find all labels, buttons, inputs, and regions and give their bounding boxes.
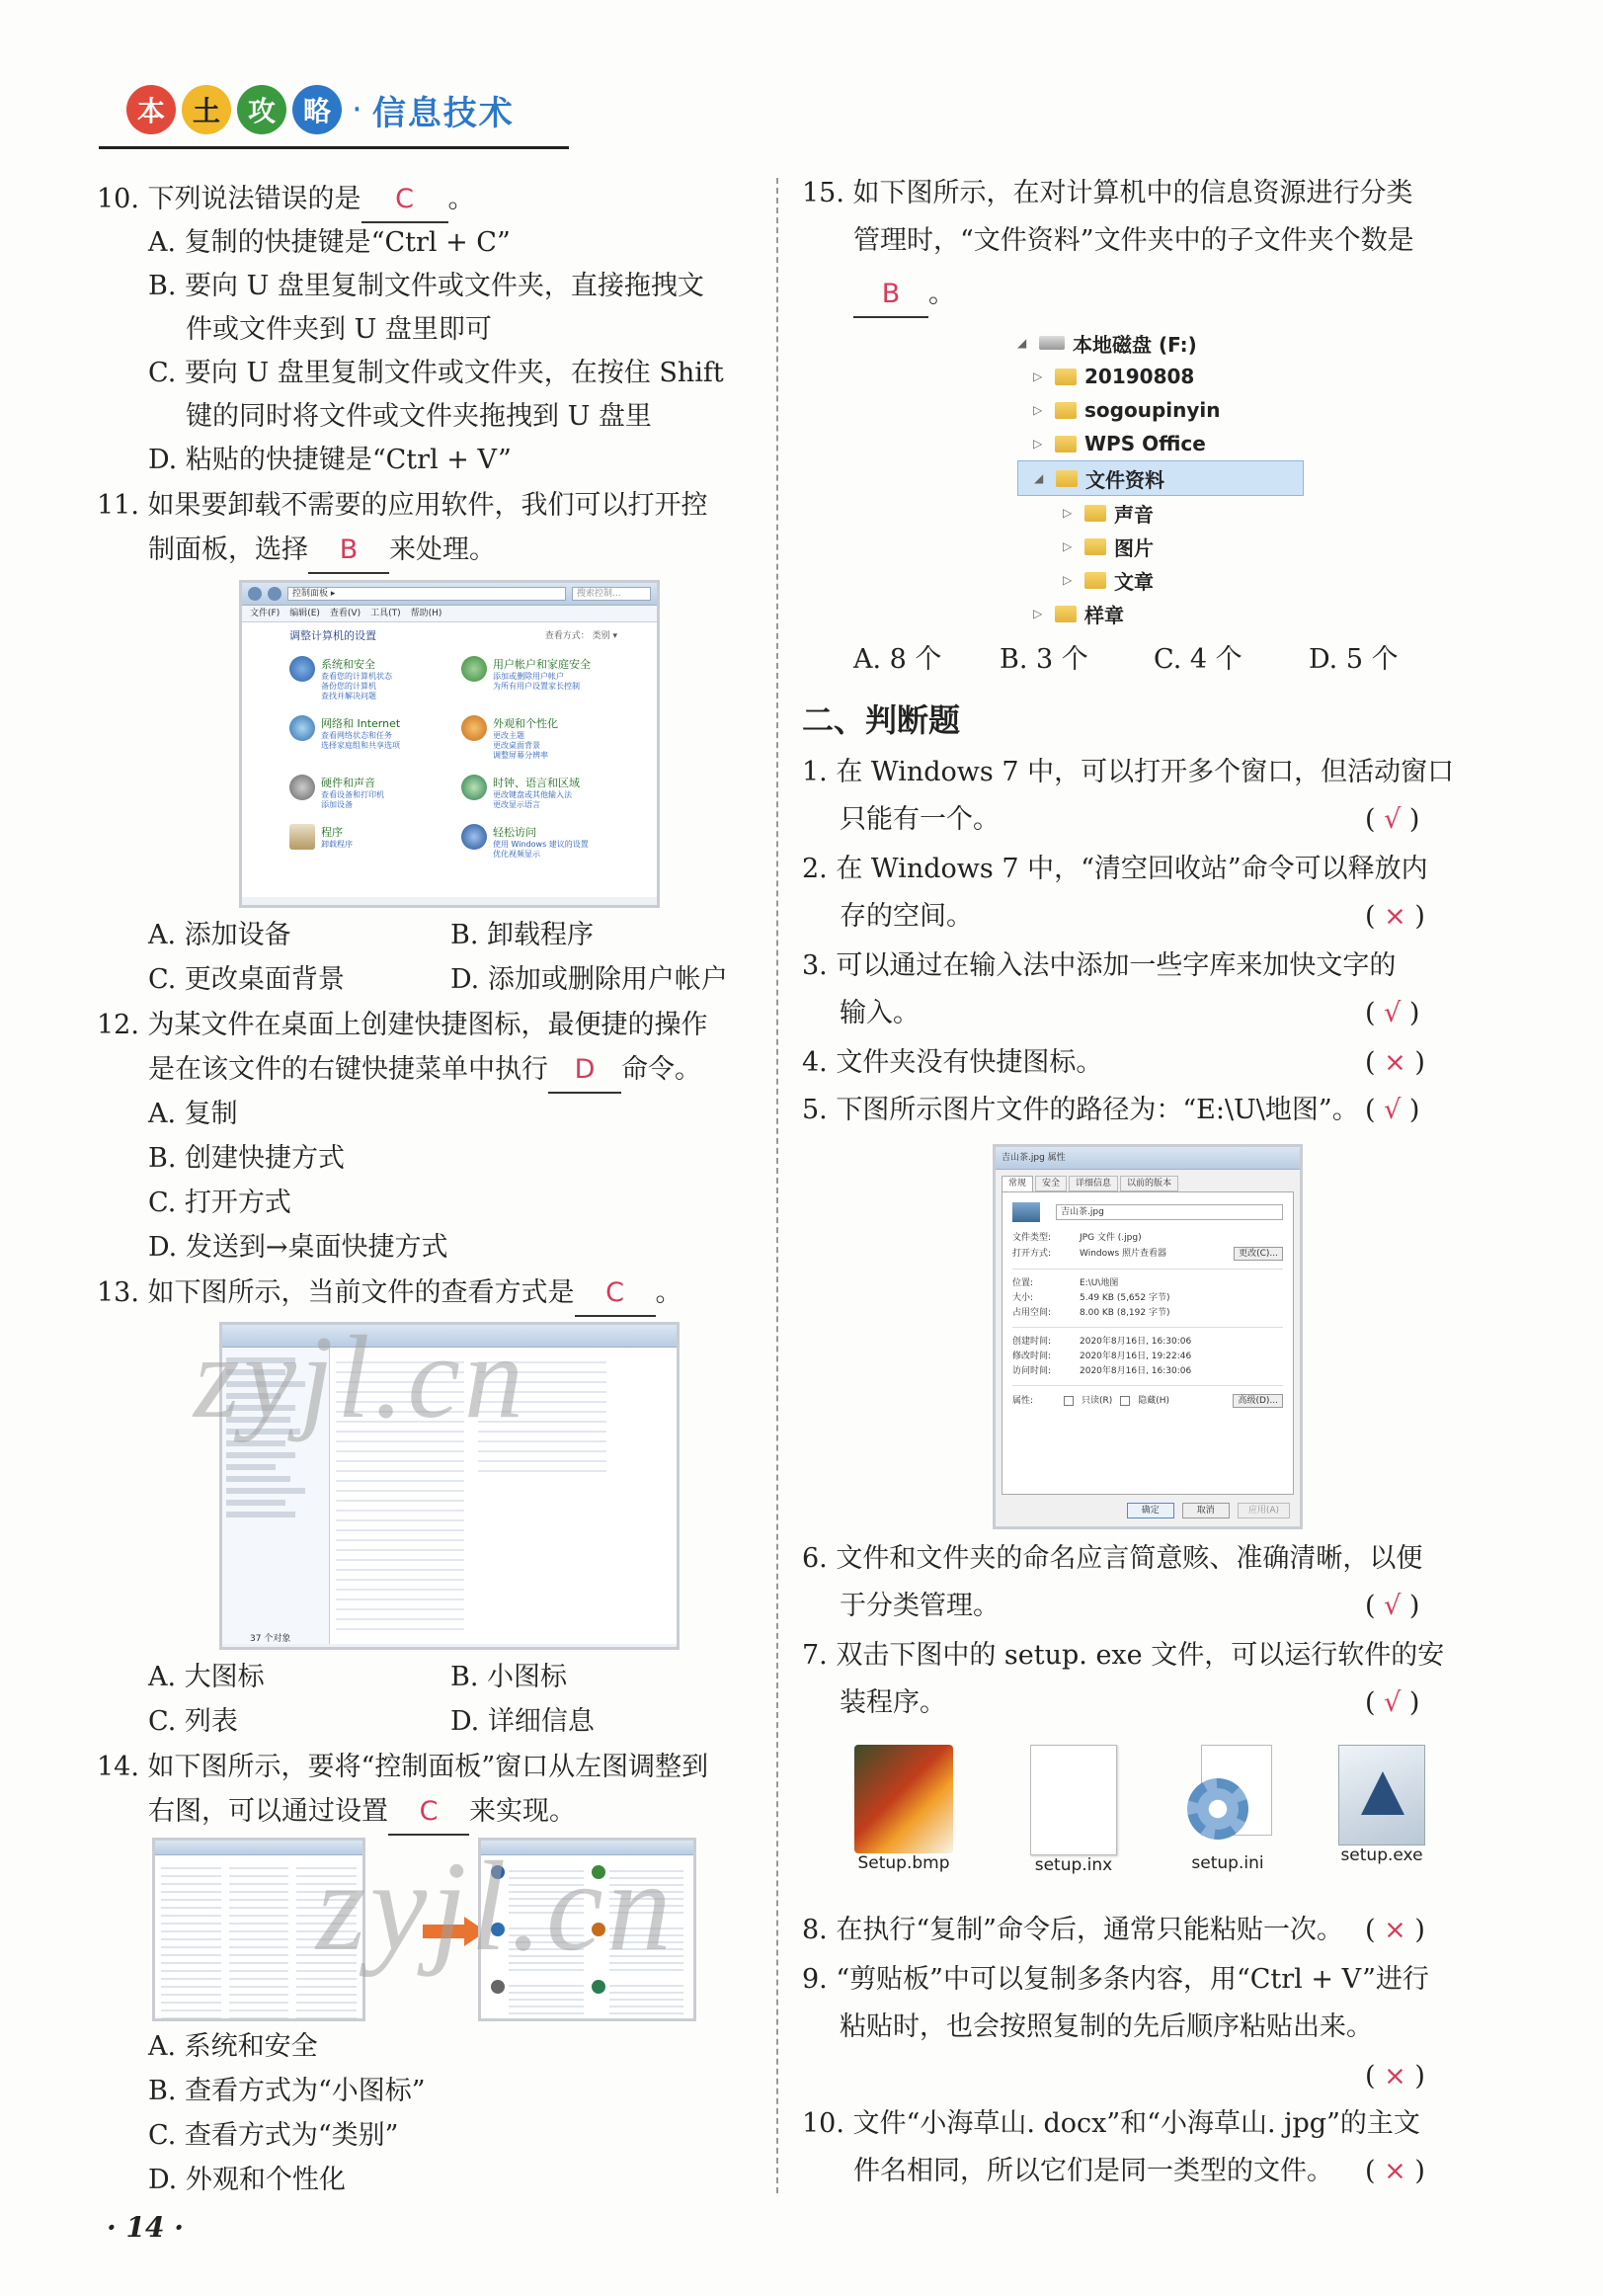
- cp-item: 程序 卸载程序: [289, 824, 445, 860]
- judge-4-mark: ( × ): [1365, 1047, 1425, 1078]
- cp-item: 外观和个性化 更改主题 更改桌面背景 调整屏幕分辨率: [461, 715, 617, 761]
- q14-stem-2: 右图，可以通过设置 C 来实现。: [148, 1790, 576, 1836]
- folder-icon: [1084, 572, 1106, 589]
- judge-1-mark: ( √ ): [1365, 804, 1420, 835]
- q12-stem: 12. 为某文件在桌面上创建快捷图标，最便捷的操作: [97, 1010, 708, 1040]
- judge-10: 10. 文件“小海草山. docx”和“小海草山. jpg”的主文: [802, 2108, 1420, 2139]
- palette-icon: [461, 715, 487, 741]
- q15-stem-2: 管理时，“文件资料”文件夹中的子文件夹个数是: [853, 225, 1414, 256]
- cp-address-bar: [242, 583, 657, 606]
- q11-option: A. 添加设备: [148, 920, 291, 950]
- q10-option-cont: 键的同时将文件或文件夹拖拽到 U 盘里: [186, 401, 652, 432]
- q10-option: D. 粘贴的快捷键是“Ctrl + V”: [148, 445, 512, 475]
- folder-icon: [1055, 369, 1077, 385]
- folder-tree: [1017, 326, 1304, 630]
- watermark: zyjl.cn: [194, 1311, 527, 1442]
- accessibility-icon: [461, 824, 487, 850]
- q10-option: B. 要向 U 盘里复制文件或文件夹，直接拖拽文: [148, 271, 704, 301]
- tab-previous[interactable]: 以前的版本: [1120, 1176, 1178, 1191]
- image-file-icon: [1012, 1202, 1040, 1222]
- globe-icon: [289, 715, 315, 741]
- q15-answer: B: [853, 273, 928, 318]
- tree-row[interactable]: ▷ 样章: [1033, 603, 1124, 627]
- tab-general[interactable]: 常规: [1002, 1176, 1033, 1191]
- folder-icon: [1055, 436, 1077, 452]
- q14-answer: C: [388, 1790, 469, 1836]
- dialog-body: 吉山茶.jpg 文件类型: JPG 文件 (.jpg) 打开方式: Windows 照片查看器 更改(C)... 位置: E:\U\地图 大小: 5.49 KB (5,652 字节) 占用空间: 8.00 KB (8,192 字节) 创建时间: 2020年8月16日, 16:30:06 修改时间: 2020年8月16日, 19:22:46 访问时间: 2020年8月16日, 16:30:06 属性: 只读(R) 隐藏(H) 高级(D)...: [1002, 1191, 1294, 1495]
- q12-stem-2: 是在该文件的右键快捷菜单中执行 D 命令。: [148, 1048, 701, 1094]
- judge-2-mark: ( × ): [1365, 901, 1425, 932]
- logo-dot: ·: [352, 90, 362, 129]
- readonly-checkbox[interactable]: [1064, 1396, 1074, 1406]
- menu-item: 文件(F): [250, 609, 281, 618]
- q15-blank: B 。: [853, 273, 955, 318]
- q11-option: C. 更改桌面背景: [148, 964, 345, 995]
- dialog-buttons: [996, 1495, 1300, 1526]
- cp-item: 时钟、语言和区域 更改键盘或其他输入法 更改显示语言: [461, 775, 617, 810]
- back-icon: [248, 587, 262, 601]
- printer-icon: [289, 775, 315, 800]
- q13-answer: C: [575, 1271, 656, 1317]
- q12-option: C. 打开方式: [148, 1188, 291, 1218]
- q10-answer: C: [361, 178, 448, 223]
- q10-option: A. 复制的快捷键是“Ctrl + C”: [148, 227, 511, 258]
- judge-1: 1. 在 Windows 7 中，可以打开多个窗口，但活动窗口: [802, 757, 1455, 787]
- cp-item: 网络和 Internet 查看网络状态和任务 选择家庭组和共享选项: [289, 715, 445, 761]
- section-title: 二、判断题: [802, 701, 961, 739]
- menu-item: 查看(V): [329, 609, 361, 618]
- judge-8: 8. 在执行“复制”命令后，通常只能粘贴一次。: [802, 1915, 1343, 1945]
- q12-option: D. 发送到→桌面快捷方式: [148, 1232, 448, 1263]
- q14-option: B. 查看方式为“小图标”: [148, 2076, 426, 2106]
- shield-icon: [289, 656, 315, 682]
- q14-option: A. 系统和安全: [148, 2031, 318, 2062]
- folder-icon: [1084, 538, 1106, 555]
- q11-option: B. 卸载程序: [450, 920, 595, 950]
- apply-button[interactable]: 应用(A): [1238, 1503, 1290, 1518]
- q15-stem: 15. 如下图所示，在对计算机中的信息资源进行分类: [802, 178, 1413, 208]
- judge-5: 5. 下图所示图片文件的路径为：“E:\U\地图”。: [802, 1095, 1359, 1125]
- q11-answer: B: [308, 529, 389, 574]
- cp-grid: [289, 656, 617, 860]
- dialog-tabs: [996, 1170, 1300, 1191]
- cp-item: 硬件和声音 查看设备和打印机 添加设备: [289, 775, 445, 810]
- cp-item: 用户帐户和家庭安全 添加或删除用户帐户 为所有用户设置家长控制: [461, 656, 617, 701]
- q15-option: B. 3 个: [1000, 644, 1088, 675]
- judge-10-mark: ( × ): [1365, 2156, 1425, 2186]
- header-logo: [126, 85, 515, 134]
- installer-icon: [1338, 1745, 1425, 1845]
- q12-answer: D: [548, 1048, 621, 1094]
- logo-char: 土: [182, 85, 231, 134]
- tree-row[interactable]: ▷ sogoupinyin: [1033, 398, 1221, 422]
- cancel-button[interactable]: 取消: [1182, 1503, 1230, 1518]
- page-number: · 14 ·: [107, 2211, 184, 2244]
- judge-7-mark: ( √ ): [1365, 1687, 1420, 1718]
- tree-row[interactable]: ▷ 图片: [1063, 535, 1154, 560]
- gear-icon: [1187, 1778, 1248, 1840]
- judge-2: 2. 在 Windows 7 中，“清空回收站”命令可以释放内: [802, 854, 1428, 884]
- drive-icon: [1039, 336, 1065, 350]
- cp-menu: [242, 606, 657, 622]
- filename-field[interactable]: 吉山茶.jpg: [1056, 1204, 1283, 1220]
- judge-9-mark: ( × ): [1365, 2061, 1425, 2091]
- bitmap-thumbnail-icon: [854, 1745, 953, 1853]
- q13-option: B. 小图标: [450, 1662, 568, 1692]
- judge-6-cont: 于分类管理。: [840, 1591, 1000, 1621]
- cp-item: 系统和安全 查看您的计算机状态 备份您的计算机 查找并解决问题: [289, 656, 445, 701]
- q10-stem: 10. 下列说法错误的是 C 。: [97, 178, 475, 223]
- judge-6: 6. 文件和文件夹的命名应言简意赅、准确清晰，以便: [802, 1543, 1423, 1574]
- cp-view: 查看方式： 类别 ▾: [544, 631, 617, 641]
- menu-item: 帮助(H): [410, 609, 442, 618]
- menu-item: 工具(T): [370, 609, 401, 618]
- folder-icon: [1055, 402, 1077, 419]
- q14-option: D. 外观和个性化: [148, 2165, 346, 2195]
- q11-option: D. 添加或删除用户帐户: [450, 964, 728, 995]
- explorer-status: 37 个对象: [250, 1634, 291, 1644]
- tab-security[interactable]: 安全: [1035, 1176, 1067, 1191]
- logo-char: 本: [126, 85, 176, 134]
- tab-details[interactable]: 详细信息: [1069, 1176, 1118, 1191]
- q13-option: D. 详细信息: [450, 1706, 595, 1737]
- users-icon: [461, 656, 487, 682]
- dialog-title: 吉山茶.jpg 属性: [996, 1147, 1300, 1170]
- judge-3-mark: ( √ ): [1365, 998, 1420, 1028]
- file-setup-exe: setup.exe: [1316, 1745, 1448, 1865]
- tree-row[interactable]: ▷ 20190808: [1033, 365, 1195, 388]
- q15-option: A. 8 个: [853, 644, 942, 675]
- q14-option: C. 查看方式为“类别”: [148, 2120, 399, 2151]
- cp-path: 控制面板 ▸: [287, 587, 566, 601]
- header-subtitle: 信息技术: [371, 93, 515, 133]
- advanced-button[interactable]: 高级(D)...: [1233, 1394, 1283, 1408]
- file-setup-ini: setup.ini: [1162, 1745, 1294, 1873]
- q11-stem: 11. 如果要卸载不需要的应用软件，我们可以打开控: [97, 490, 708, 521]
- judge-4: 4. 文件夹没有快捷图标。: [802, 1047, 1103, 1078]
- judge-6-mark: ( √ ): [1365, 1591, 1420, 1621]
- q13-stem: 13. 如下图所示，当前文件的查看方式是 C 。: [97, 1271, 682, 1317]
- q13-option: C. 列表: [148, 1706, 238, 1737]
- header-rule: [99, 146, 569, 149]
- tree-row-selected[interactable]: ◢ 文件资料: [1017, 460, 1304, 496]
- judge-7: 7. 双击下图中的 setup. exe 文件，可以运行软件的安: [802, 1640, 1445, 1671]
- q11-stem-2: 制面板，选择 B 来处理。: [148, 529, 496, 574]
- folder-icon: [1056, 470, 1078, 487]
- folder-icon: [1084, 505, 1106, 522]
- file-properties-dialog: [993, 1144, 1303, 1529]
- judge-3: 3. 可以通过在输入法中添加一些字库来加快文字的: [802, 950, 1397, 981]
- logo-char: 略: [292, 85, 342, 134]
- change-button[interactable]: 更改(C)...: [1234, 1247, 1283, 1261]
- file-setup-inx: setup.inx: [1007, 1745, 1140, 1875]
- hidden-checkbox[interactable]: [1120, 1396, 1130, 1406]
- q15-option: C. 4 个: [1154, 644, 1242, 675]
- control-panel-screenshot: [239, 580, 660, 908]
- menu-item: 编辑(E): [289, 609, 320, 618]
- q10-option: C. 要向 U 盘里复制文件或文件夹，在按住 Shift: [148, 358, 724, 388]
- q12-option: A. 复制: [148, 1099, 238, 1129]
- judge-1-cont: 只能有一个。: [840, 804, 1000, 835]
- clock-icon: [461, 775, 487, 800]
- cp-item: 轻松访问 使用 Windows 建议的设置 优化视频显示: [461, 824, 617, 860]
- q13-option: A. 大图标: [148, 1662, 265, 1692]
- q14-stem: 14. 如下图所示，要将“控制面板”窗口从左图调整到: [97, 1752, 709, 1782]
- folder-icon: [1055, 606, 1077, 622]
- judge-5-mark: ( √ ): [1365, 1095, 1420, 1125]
- q10-option-cont: 件或文件夹到 U 盘里即可: [186, 314, 492, 345]
- cp-heading: 调整计算机的设置: [289, 629, 376, 642]
- logo-char: 攻: [237, 85, 286, 134]
- q12-option: B. 创建快捷方式: [148, 1143, 346, 1174]
- judge-10-cont: 件名相同，所以它们是同一类型的文件。: [853, 2156, 1333, 2186]
- tree-row[interactable]: ▷ 文章: [1063, 569, 1154, 594]
- q15-option: D. 5 个: [1309, 644, 1399, 675]
- judge-9: 9. “剪贴板”中可以复制多条内容，用“Ctrl + V”进行: [802, 1964, 1429, 1995]
- tree-row[interactable]: ▷ 声音: [1063, 502, 1154, 527]
- programs-icon: [289, 824, 315, 850]
- judge-8-mark: ( × ): [1365, 1915, 1425, 1945]
- tree-row[interactable]: ▷ WPS Office: [1033, 432, 1206, 455]
- judge-9-cont: 粘贴时，也会按照复制的先后顺序粘贴出来。: [840, 2011, 1373, 2042]
- judge-3-cont: 输入。: [840, 998, 920, 1028]
- tree-row[interactable]: ◢ 本地磁盘 (F:): [1017, 332, 1197, 357]
- watermark: zyjl.cn: [316, 1836, 676, 1978]
- forward-icon: [268, 587, 281, 601]
- blank-file-icon: [1030, 1745, 1117, 1855]
- column-divider: [776, 178, 778, 2193]
- cp-search: 搜索控制...: [572, 587, 651, 601]
- judge-7-cont: 装程序。: [840, 1687, 946, 1718]
- judge-2-cont: 存的空间。: [840, 901, 973, 932]
- ok-button[interactable]: 确定: [1127, 1503, 1174, 1518]
- file-setup-bmp: Setup.bmp: [838, 1745, 970, 1873]
- cp-body: [242, 622, 657, 897]
